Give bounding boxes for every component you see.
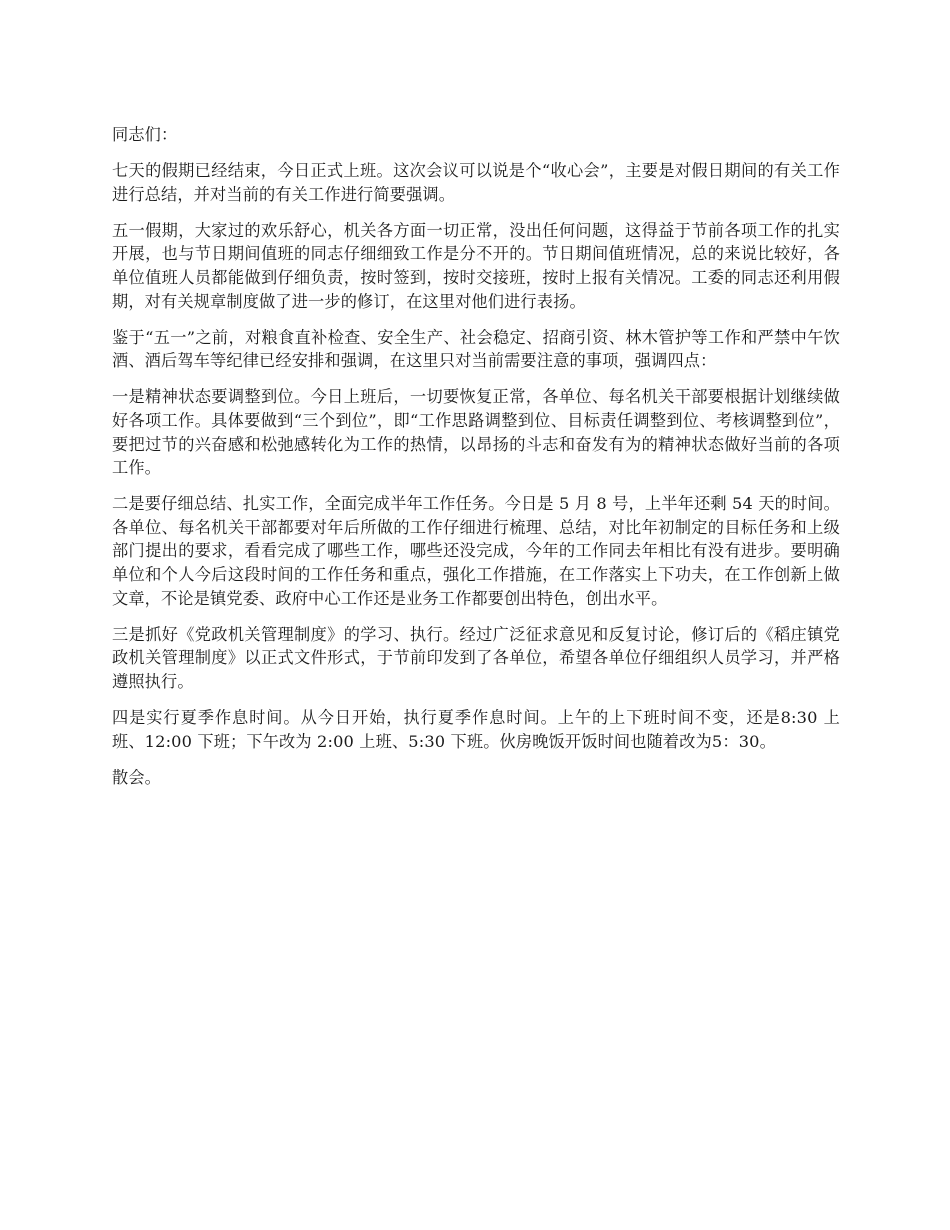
paragraph-point-two: 二是要仔细总结、扎实工作，全面完成半年工作任务。今日是 5 月 8 号，上半年还剩 54 天的时间。各单位、每名机关干部都要对年后所做的工作仔细进行梳理、总结，对比年初制定的目标任务和上级部门提出的要求，看看完成了哪些工作，哪些还没完成，今年的工作同去年相比有没有进步。要明确单位和个人今后这段时间的工作任务和重点，强化工作措施，在工作落实上下功夫，在工作创新上做文章，不论是镇党委、政府中心工作还是业务工作都要创出特色，创出水平。 [112, 494, 840, 608]
document-body [112, 123, 840, 802]
closing: 散会。 [112, 767, 162, 787]
paragraph-point-one: 一是精神状态要调整到位。今日上班后，一切要恢复正常，各单位、每名机关干部要根据计划继续做好各项工作。具体要做到“三个到位”，即“工作思路调整到位、目标责任调整到位、考核调整到位”，要把过节的兴奋感和松弛感转化为工作的热情，以昂扬的斗志和奋发有为的精神状态做好当前的各项工作。 [112, 387, 840, 478]
paragraph-point-three: 三是抓好《党政机关管理制度》的学习、执行。经过广泛征求意见和反复讨论，修订后的《稻庄镇党政机关管理制度》以正式文件形式，于节前印发到了各单位，希望各单位仔细组织人员学习，并严格遵照执行。 [112, 624, 840, 691]
paragraph-holiday-review: 五一假期，大家过的欢乐舒心，机关各方面一切正常，没出任何问题，这得益于节前各项工作的扎实开展，也与节日期间值班的同志仔细细致工作是分不开的。节日期间值班情况，总的来说比较好，各单位值班人员都能做到仔细负责，按时签到，按时交接班，按时上报有关情况。工委的同志还利用假期，对有关规章制度做了进一步的修订，在这里对他们进行表扬。 [112, 220, 840, 311]
paragraph-four-points-intro: 鉴于“五一”之前，对粮食直补检查、安全生产、社会稳定、招商引资、林木管护等工作和严禁中午饮酒、酒后驾车等纪律已经安排和强调，在这里只对当前需要注意的事项，强调四点： [112, 327, 840, 371]
paragraph-intro: 七天的假期已经结束，今日正式上班。这次会议可以说是个“收心会”，主要是对假日期间的有关工作进行总结，并对当前的有关工作进行简要强调。 [112, 161, 840, 204]
paragraph-point-four: 四是实行夏季作息时间。从今日开始，执行夏季作息时间。上午的上下班时间不变，还是8:30 上班、12:00 下班；下午改为 2:00 上班、5:30 下班。伙房晚饭开饭时间也随着改为5：30。 [112, 707, 840, 751]
salutation: 同志们： [112, 125, 178, 144]
